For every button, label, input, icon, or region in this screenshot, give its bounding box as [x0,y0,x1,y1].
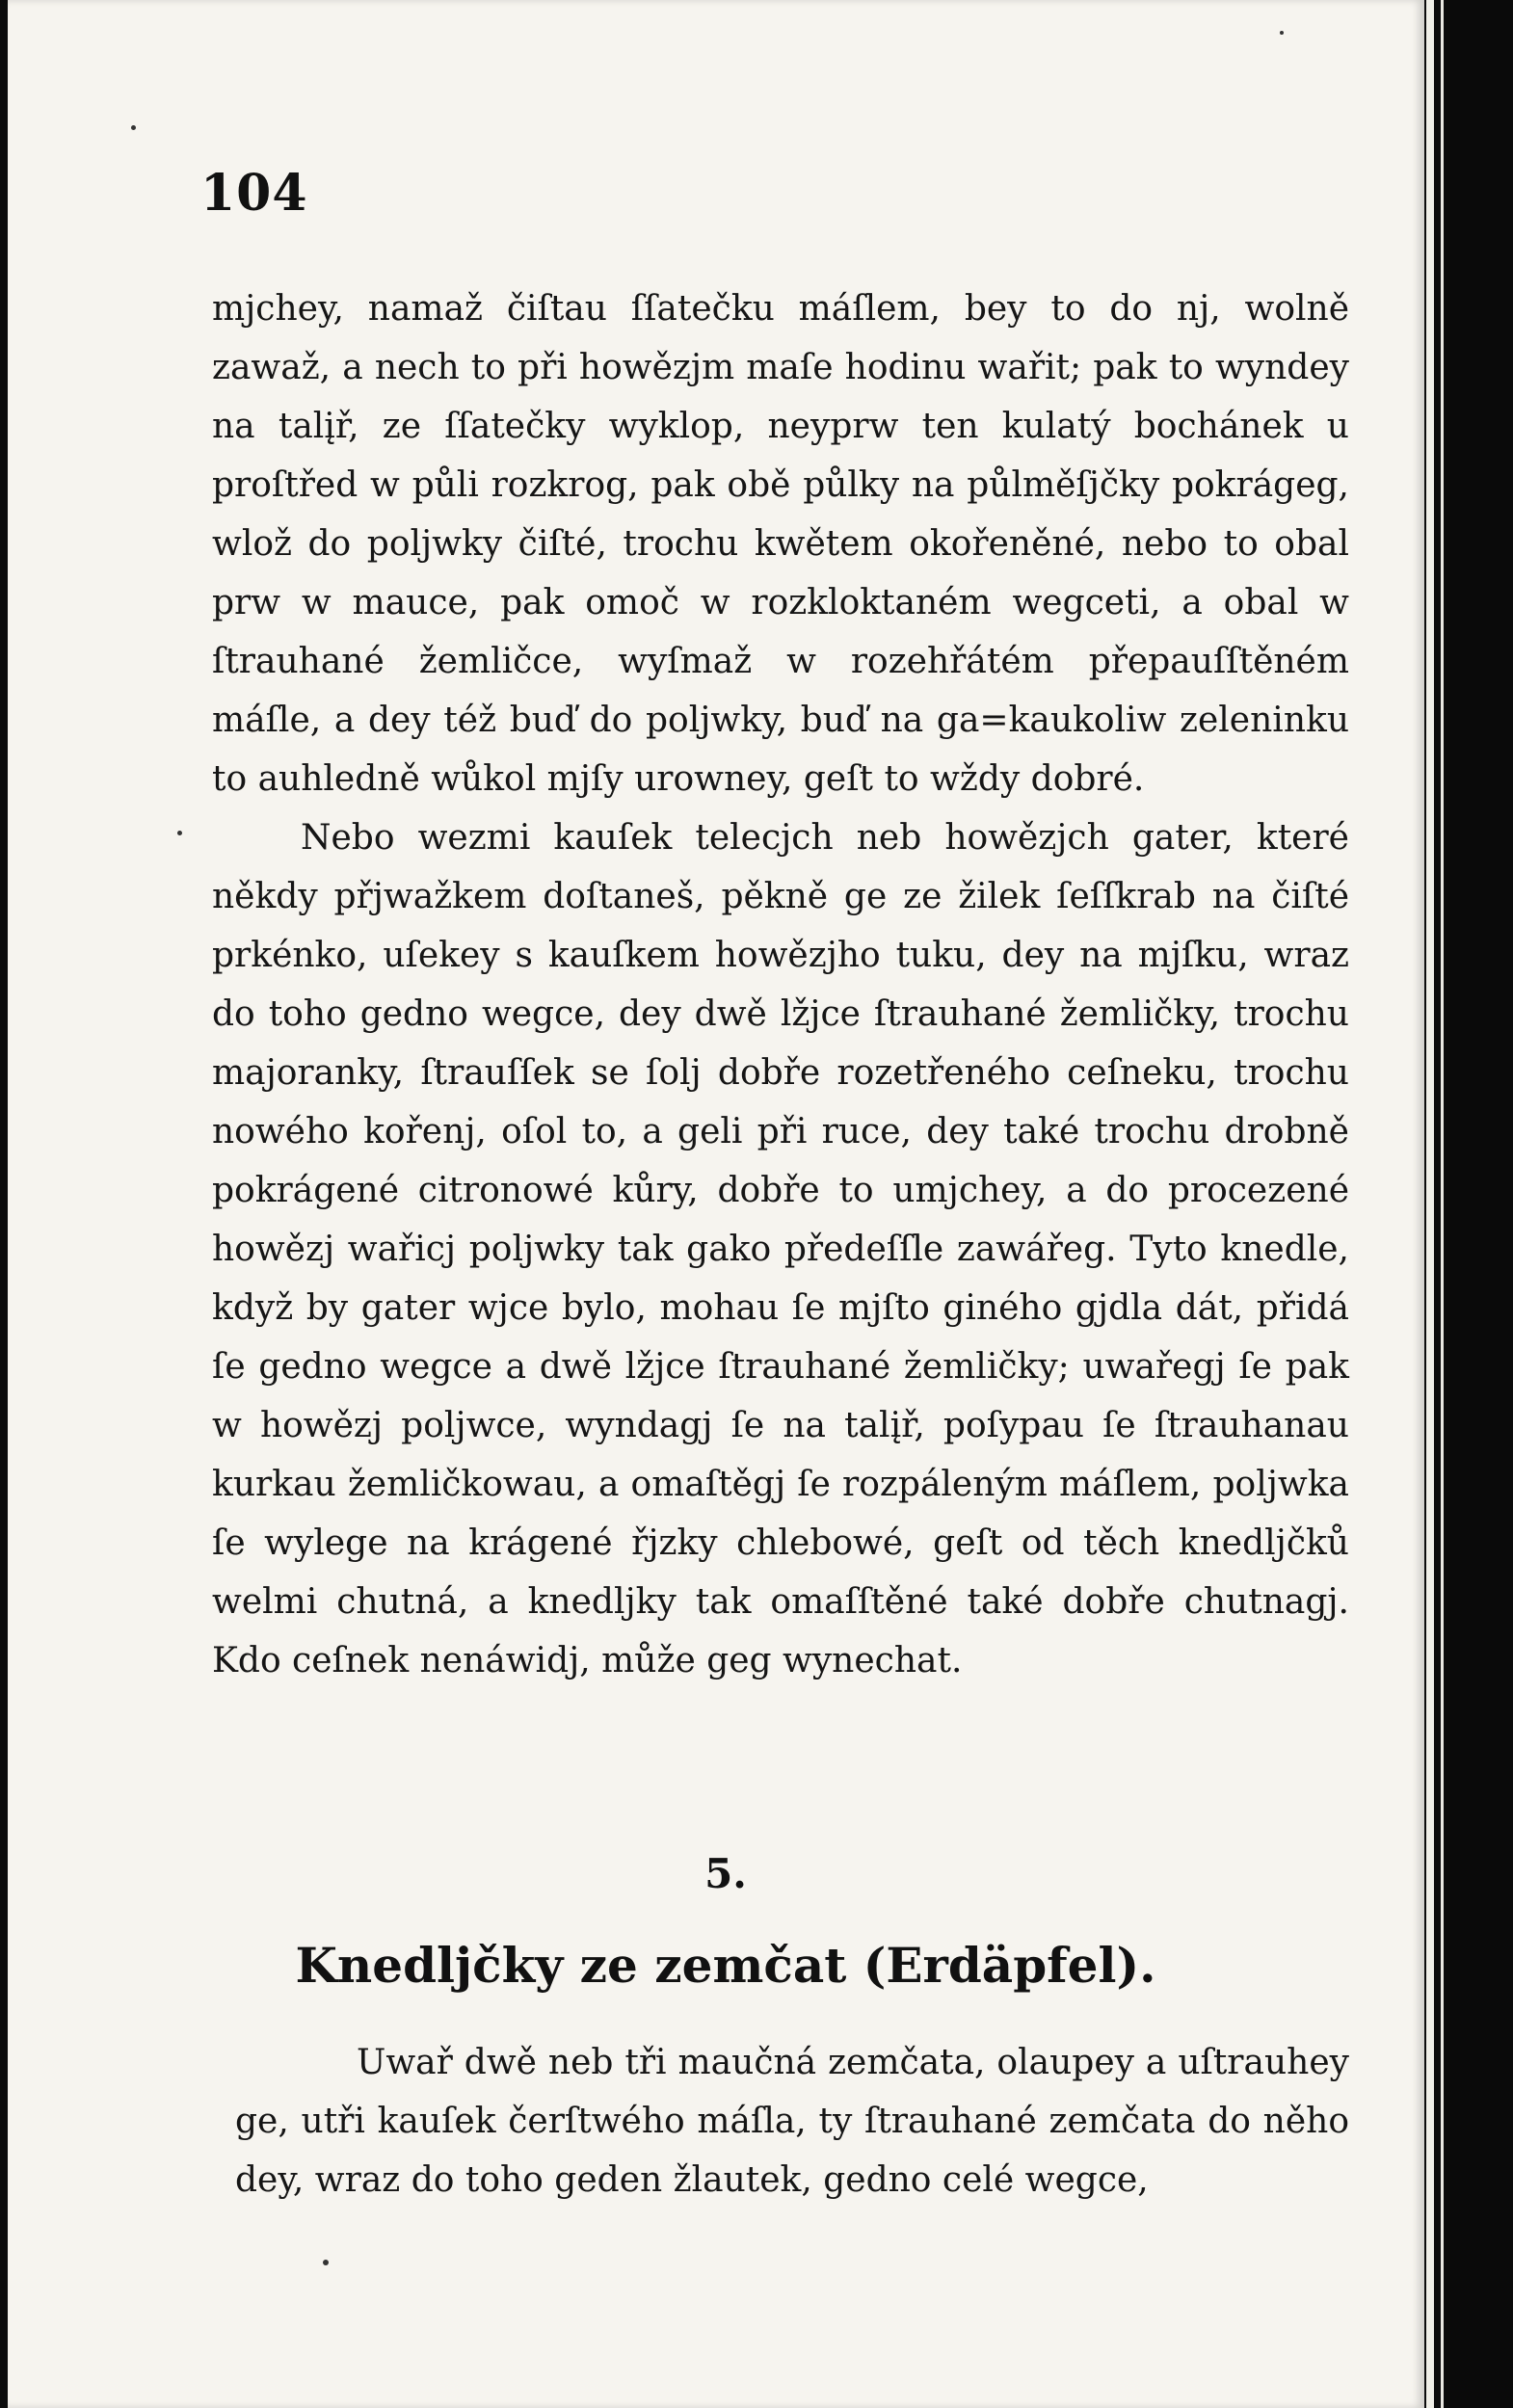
scan-border [1441,0,1513,2408]
print-speck [1280,31,1284,35]
page-number: 104 [200,164,308,223]
paragraph: mjchey, namaž čiſtau ſſatečku máſlem, bey to do nj, wolně zawaž, a nech to při howězjm maſe hodinu wařit; pak to wyndey na talįř, ze ſſatečky wyklop, neyprw ten kulatý bochánek u proſtřed w půli rozkrog, pak obě půlky na půlměſjčky pokrágeg, wlož do poljwky čiſté, trochu kwětem okořeněné, nebo to obal prw w mauce, pak omoč w rozkloktaném wegceti, a obal w ſtrauhané žemličce, wyſmaž w rozehřátém přepauſſtěném máſle, a dey též buď do poljwky, buď na ga=kaukoliw zeleninku to auhledně wůkol mjſy urowney, geſt to wždy dobré. [212,289,1349,799]
page-edge [1426,0,1434,2408]
section-text [235,2033,1349,2210]
print-speck [177,831,182,835]
paragraph: Uwař dwě neb tři maučná zemčata, olaupey a uſtrauhey ge, utři kauſek čerſtwého máſla, ty ſtrauhané zemčata do něho dey, wraz do toho geden žlautek, gedno celé wegce, [235,2043,1349,2200]
section-number: 5. [704,1850,747,1897]
book-page [8,0,1424,2408]
print-speck [131,125,136,130]
body-text [212,279,1349,1690]
paragraph: Nebo wezmi kauſek telecjch neb howězjch gater, které někdy přjwažkem doſtaneš, pěkně ge ze žilek ſeſſkrab na čiſté prkénko, uſekey s kauſkem howězjho tuku, dey na mjſku, wraz do toho gedno wegce, dey dwě lžjce ſtrauhané žemličky, trochu majoranky, ſtrauſſek se ſolj dobře rozetřeného ceſneku, trochu nowého kořenj, oſol to, a geli při ruce, dey také trochu drobně pokrágené citronowé kůry, dobře to umjchey, a do procezené howězj wařicj poljwky tak gako předeſſle zawářeg. Tyto knedle, když by gater wjce bylo, mohau ſe mjſto giného gjdla dát, přidá ſe gedno wegce a dwě lžjce ſtrauhané žemličky; uwařegj ſe pak w howězj poljwce, wyndagj ſe na talįř, poſypau ſe ſtrauhanau kurkau žemličkowau, a omaſtěgj ſe rozpáleným máſlem, poljwka ſe wylege na krágené řjzky chlebowé, geſt od těch knedljčků welmi chutná, a knedljky tak omaſſtěné také dobře chutnagj. Kdo ceſnek nenáwidj, může geg wynechat. [212,818,1349,1680]
print-speck [323,2260,329,2265]
section-title: Knedljčky ze zemčat (Erdäpfel). [295,1937,1156,1994]
